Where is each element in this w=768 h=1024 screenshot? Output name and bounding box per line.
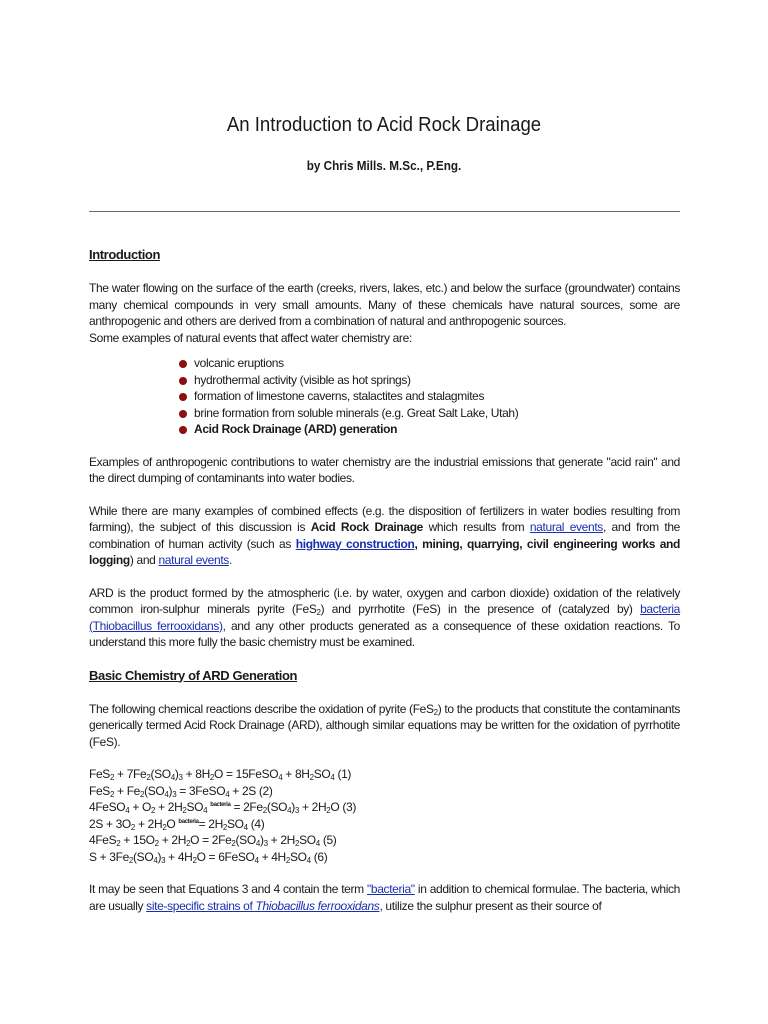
chem-paragraph-1: The following chemical reactions describe the oxidation of pyrite (FeS$_2$) to the products that constitute the contaminants generically termed Acid Rock Drainage (ARD), although similar equations may be written for the oxidation of pyrrhotite (FeS).	[89, 701, 680, 749]
intro-paragraph-1: The water flowing on the surface of the earth (creeks, rivers, lakes, etc.) and below the surface (groundwater) contains many chemical compounds in very small amounts. Many of these chemicals have natural sources, some are anthropogenic and others are derived from a combination of natural and anthropogenic sources.	[89, 281, 680, 328]
text-run: which results from	[423, 520, 530, 534]
link-text-italic: Thiobacillus ferrooxidans	[255, 898, 380, 913]
list-item: formation of limestone caverns, stalactites and stalagmites	[179, 388, 680, 405]
equation-1: $FeS_2 + 7Fe_2(SO_4)_3 + 8H_2O$ = 15FeSO$_4$ + $8H_2SO_4$ (1)	[89, 767, 352, 782]
natural-events-list	[179, 355, 680, 438]
section-heading-introduction: Introduction	[89, 247, 161, 262]
equation-5: $4FeS_2 + 15O_2 + 2H_2O = 2Fe_2(SO_4)_3 + 2H_2SO_4$ (5)	[89, 833, 337, 848]
text-run: , utilize the sulphur present as their source of	[379, 898, 602, 913]
human-activity-terms: , mining, quarrying, civil engineering works and logging	[89, 536, 680, 567]
intro-paragraph-1b: Some examples of natural events that affect water chemistry are:	[89, 330, 412, 345]
text-run: ARD is the product formed by the atmospheric (i.e. by water, oxygen and carbon dioxide) oxidation of the relatively common iron-sulphur minerals pyrite (FeS	[89, 585, 680, 616]
document-author: by Chris Mills. M.Sc., P.Eng.	[306, 158, 462, 173]
list-item: brine formation from soluble minerals (e.g. Great Salt Lake, Utah)	[179, 405, 680, 422]
natural-events-link-2[interactable]: natural events	[158, 553, 229, 567]
equation-6: $S + 3Fe_2(SO_4)_3 + 4H_2O$ = 6FeSO$_4$ + $4H_2SO_4$ (6)	[89, 849, 328, 865]
equation-4: $2S + 3O_2 + 2H_2O$ $^{bacteria}= 2H_2SO_4$ (4)	[89, 816, 265, 832]
bacteria-link[interactable]: bacteria (Thiobacillus ferrooxidans)	[89, 602, 680, 633]
chem-paragraph-2	[89, 881, 680, 914]
intro-paragraph-2: Examples of anthropogenic contributions to water chemistry are the industrial emissions that generate "acid rain" and the direct dumping of contaminants into water bodies.	[89, 454, 680, 485]
natural-events-link[interactable]: natural events	[529, 520, 603, 534]
text-run: ) and	[129, 553, 159, 567]
text-run: .	[228, 553, 232, 567]
equation-2: $FeS_2 + Fe_2(SO_4)_3$ = 3FeSO$_4$ + 2S (2)	[89, 783, 273, 799]
link-text: site-specific strains of	[146, 898, 256, 913]
bacteria-label: bacteria	[210, 802, 231, 808]
text-run: , and from the combination of human activity (such as	[89, 520, 680, 551]
section-heading-basic-chemistry: Basic Chemistry of ARD Generation	[89, 667, 298, 683]
intro-paragraph-3	[89, 503, 680, 569]
equation-3: 4FeSO$_4$ + $O_2 + 2H_2SO_4$ $^{bacteria} = 2Fe_2(SO_4)_3 + 2H_2O$ (3)	[89, 800, 356, 815]
text-run: While there are many examples of combined effects (e.g. the disposition of fertilizers in water bodies resulting from farming), the subject of this discussion is	[89, 503, 680, 534]
text-run: The following chemical reactions describe the oxidation of pyrite (FeS	[89, 701, 434, 716]
acid-rock-drainage-term: Acid Rock Drainage	[310, 520, 424, 534]
text-run: , and any other products generated as a consequence of these oxidation reactions. To understand this more fully the basic chemistry must be examined.	[89, 618, 680, 649]
text-run: ) and pyrrhotite (FeS) in the presence of (catalyzed by)	[320, 602, 641, 616]
horizontal-rule	[89, 211, 680, 212]
site-specific-strains-link[interactable]	[146, 899, 379, 913]
list-item: volcanic eruptions	[179, 355, 680, 372]
document-body	[89, 246, 680, 930]
document-title: An Introduction to Acid Rock Drainage	[226, 114, 542, 136]
list-item: hydrothermal activity (visible as hot springs)	[179, 372, 680, 389]
highway-construction-link[interactable]: highway construction	[295, 536, 415, 551]
text-run: in addition to chemical formulae. The bacteria, which are usually	[89, 882, 680, 913]
intro-paragraph-4: ARD is the product formed by the atmospheric (i.e. by water, oxygen and carbon dioxide) oxidation of the relatively common iron-sulphur minerals pyrite (FeS$_2$) and pyrrhotite (FeS) in the presence of (catalyzed by) bacteria (Thiobacillus ferrooxidans), and any other products generated as a consequence of these oxidation reactions. To understand this more fully the basic chemistry must be examined.	[89, 585, 680, 649]
list-item: Acid Rock Drainage (ARD) generation	[179, 421, 680, 438]
bacteria-label: bacteria	[178, 818, 199, 825]
text-run: It may be seen that Equations 3 and 4 contain the term	[89, 882, 367, 896]
chemical-equations	[89, 766, 680, 865]
text-run: ) to the products that constitute the contaminants generically termed Acid Rock Drainage (ARD), although similar equations may be written for the oxidation of pyrrhotite (FeS).	[89, 701, 680, 749]
bacteria-term-link[interactable]: "bacteria"	[366, 882, 415, 896]
